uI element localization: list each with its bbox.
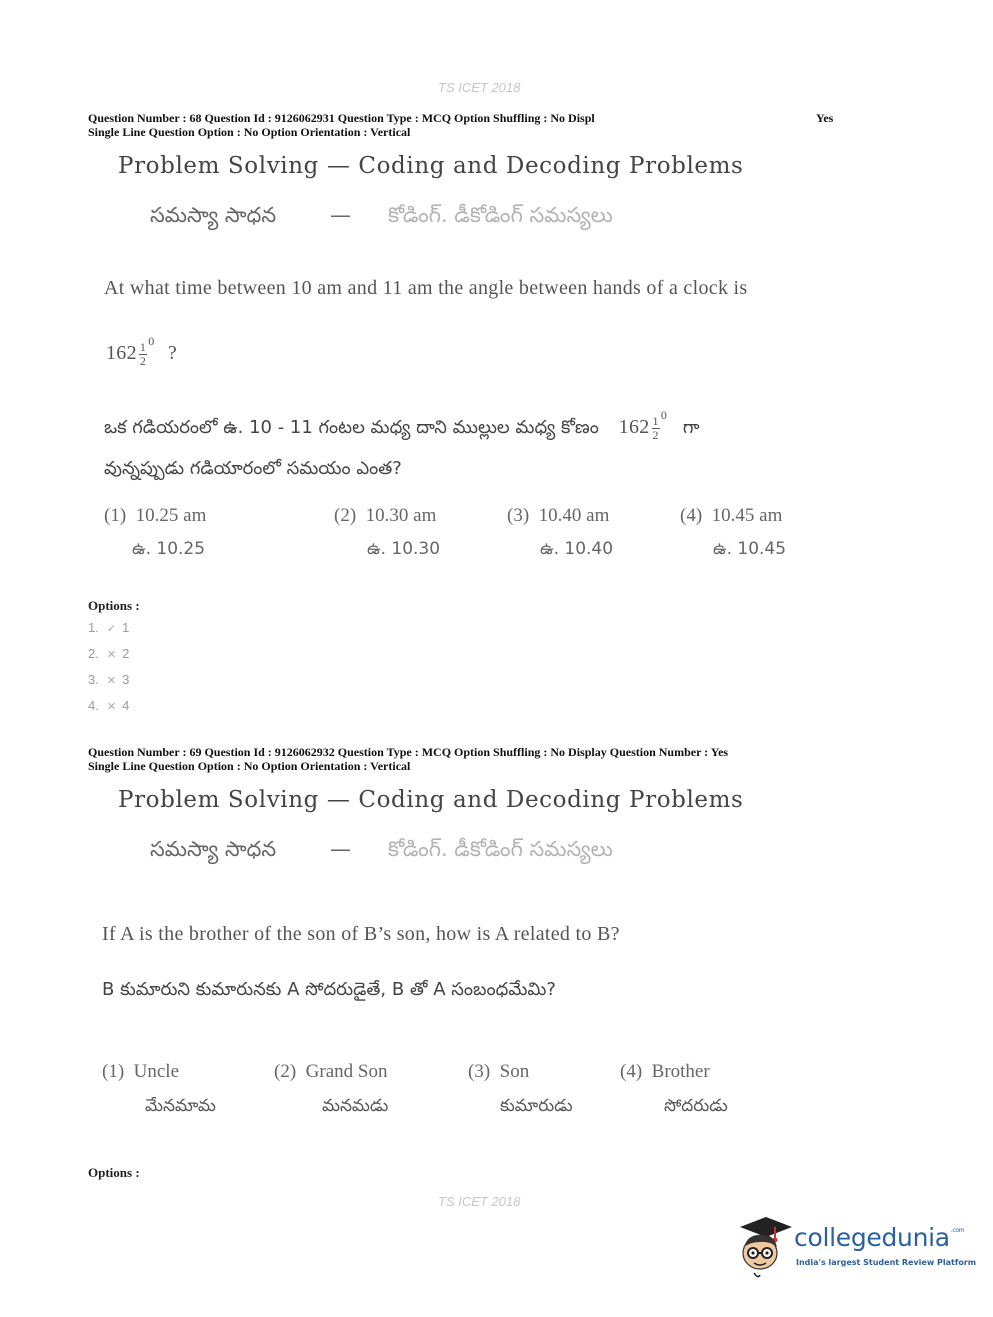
cross-icon: ✕ [106,675,117,687]
q68-question-telugu-1: ఒక గడియరంలో ఉ. 10 - 11 గంటల మధ్య దాని ముల్లుల మధ్య కోణం 162 $\frac{1}{2}$ $^0$ గా [104,408,700,442]
q69-choice-2: (2) Grand Son [274,1061,388,1082]
q68-choice-4: (4) 10.45 am [680,505,783,526]
watermark-top: TS ICET 2018 [438,80,521,95]
q69-subject-english: Problem Solving — Coding and Decoding Problems [118,787,744,813]
q69-choice-4-telugu: సోదరుడు [664,1096,728,1116]
angle-question-mark: ? [167,342,178,364]
logo-tagline: India's largest Student Review Platform [796,1258,977,1267]
q68-header-line2: Single Line Question Option : No Option Orientation : Vertical [88,125,411,139]
q69-choice-2-telugu: మనమడు [322,1096,389,1116]
collegedunia-logo [734,1213,977,1283]
q68-subject-dash: — [330,203,351,227]
q68-header-yes: Yes [816,111,834,125]
graduate-mascot-icon [734,1213,794,1281]
q68-question-english: At what time between 10 am and 11 am the angle between hands of a clock is [104,277,748,299]
q68-choice-3: (3) 10.40 am [507,505,610,526]
q69-question-english: If A is the brother of the son of B’s son, how is A related to B? [102,923,620,945]
q69-subject-dash: — [330,837,351,861]
q68-option-row: 2. ✕ 2 [88,646,130,661]
q69-subject-telugu-right: కోడింగ్. డీకోడింగ్ సమస్యలు [388,837,613,861]
q69-header-line1: Question Number : 69 Question Id : 9126062932 Question Type : MCQ Option Shuffling : No Display Question Number : Yes [88,745,729,759]
q68-options-label: Options : [88,598,140,613]
check-icon: ✓ [106,623,117,635]
q68-choice-1: (1) 10.25 am [104,505,207,526]
q68-option-row: 3. ✕ 3 [88,672,130,687]
q68-header-line1: Question Number : 68 Question Id : 9126062931 Question Type : MCQ Option Shuffling : No Displ [88,111,595,125]
cross-icon: ✕ [106,649,117,661]
q69-options-label: Options : [88,1165,140,1180]
watermark-bottom: TS ICET 2018 [438,1194,521,1209]
q69-choice-4: (4) Brother [620,1061,710,1082]
q68-choice-3-telugu: ఉ. 10.40 [540,539,614,559]
q68-subject-telugu-right: కోడింగ్. డీకోడింగ్ సమస్యలు [388,203,613,227]
q68-option-row: 4. ✕ 4 [88,698,130,713]
q68-choice-1-telugu: ఉ. 10.25 [132,539,206,559]
q68-question-telugu-2: వున్నప్పుడు గడియారంలో సమయం ఎంత? [104,458,402,479]
angle-degree: 0 [148,334,155,348]
q68-subject-english: Problem Solving — Coding and Decoding Problems [118,153,744,179]
angle-fraction: $\frac{1}{2}$ [139,339,147,368]
q69-choice-3-telugu: కుమారుడు [500,1096,573,1116]
cross-icon: ✕ [106,701,117,713]
q69-choice-1-telugu: మేనమామ [145,1096,216,1116]
q68-choice-2-telugu: ఉ. 10.30 [367,539,441,559]
q69-subject-telugu-left: సమస్యా సాధన [150,837,277,861]
logo-brand-text: collegedunia$^{.com}$ [794,1223,965,1252]
q69-choice-3: (3) Son [468,1061,530,1082]
q69-header-line2: Single Line Question Option : No Option Orientation : Vertical [88,759,411,773]
q69-question-telugu: B కుమారుని కుమారునకు A సోదరుడైతే, B తో A సంబంధమేమి? [102,979,556,1000]
angle-whole: 162 [106,342,137,364]
q68-choice-2: (2) 10.30 am [334,505,437,526]
q68-option-row: 1. ✓ 1 [88,620,130,635]
q68-choice-4-telugu: ఉ. 10.45 [713,539,787,559]
q68-subject-telugu-left: సమస్యా సాధన [150,203,277,227]
q68-angle-expression [106,334,177,368]
q69-choice-1: (1) Uncle [102,1061,180,1082]
